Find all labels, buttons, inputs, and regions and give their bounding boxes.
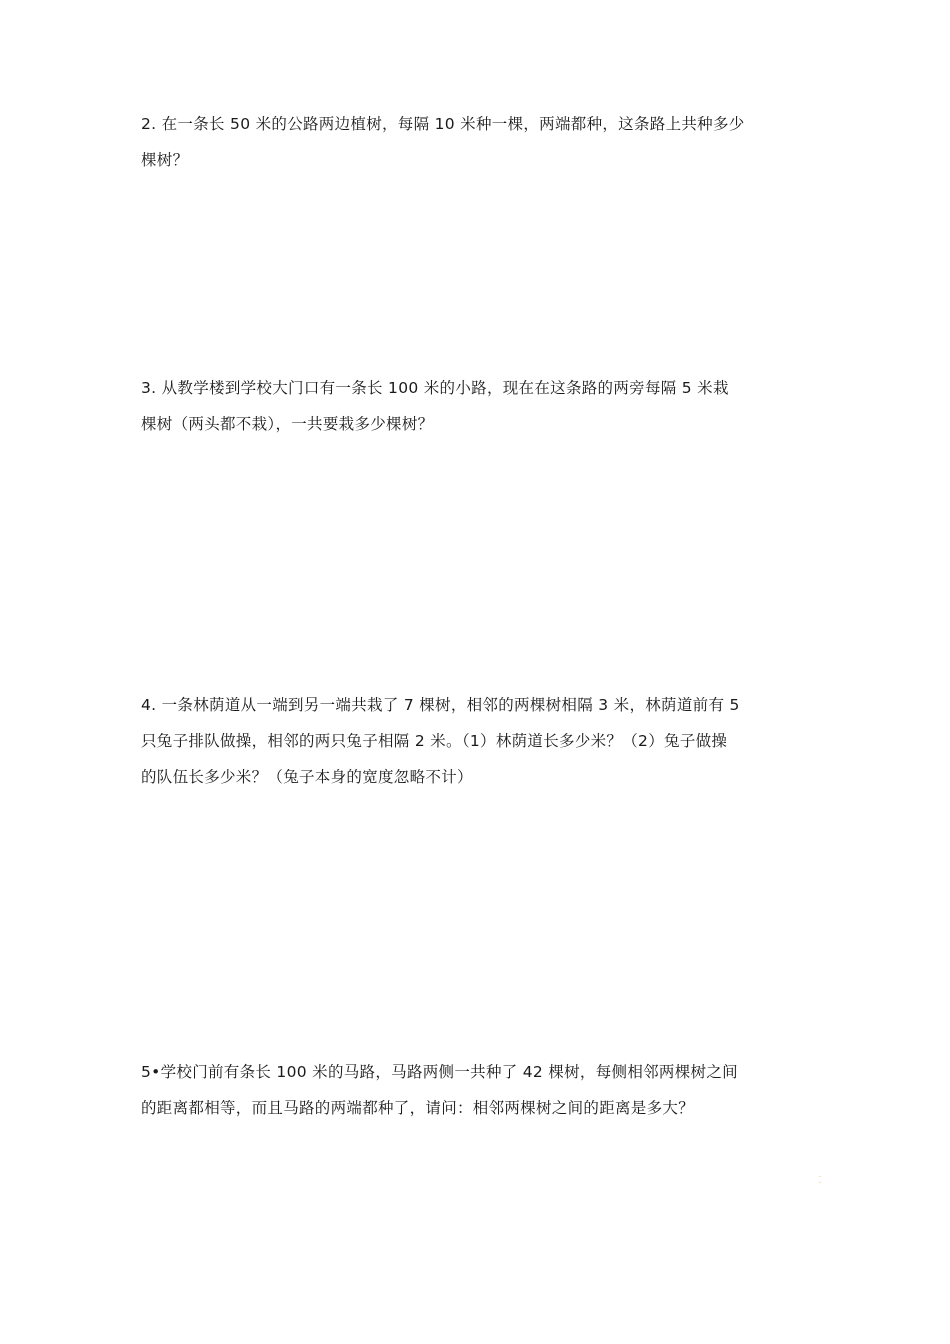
page-mark-bottom: ·· — [818, 1180, 822, 1186]
question-4-line-3: 的队伍长多少米？（兔子本身的宽度忽略不计） — [141, 768, 473, 786]
page-mark-top: ·· — [818, 1174, 822, 1180]
page-mark — [816, 1174, 824, 1186]
question-5-line-1: 5•学校门前有条长 100 米的马路，马路两侧一共种了 42 棵树，每侧相邻两棵树之间 — [141, 1063, 738, 1081]
question-4-line-1: 4. 一条林荫道从一端到另一端共栽了 7 棵树，相邻的两棵树相隔 3 米，林荫道前有 5 — [141, 696, 740, 714]
question-5 — [141, 1054, 813, 1126]
question-2-line-1: 2. 在一条长 50 米的公路两边植树，每隔 10 米种一棵，两端都种，这条路上共种多少 — [141, 115, 745, 133]
question-2 — [141, 106, 813, 178]
question-3-line-1: 3. 从教学楼到学校大门口有一条长 100 米的小路，现在在这条路的两旁每隔 5 米栽 — [141, 379, 729, 397]
question-5-line-2: 的距离都相等，而且马路的两端都种了，请问：相邻两棵树之间的距离是多大？ — [141, 1099, 695, 1117]
question-4-line-2: 只兔子排队做操，相邻的两只兔子相隔 2 米。（1）林荫道长多少米？（2）兔子做操 — [141, 732, 728, 750]
question-4 — [141, 687, 813, 795]
question-2-line-2: 棵树？ — [141, 151, 189, 169]
question-3-line-2: 棵树（两头都不栽），一共要栽多少棵树？ — [141, 415, 434, 433]
question-3 — [141, 370, 813, 442]
